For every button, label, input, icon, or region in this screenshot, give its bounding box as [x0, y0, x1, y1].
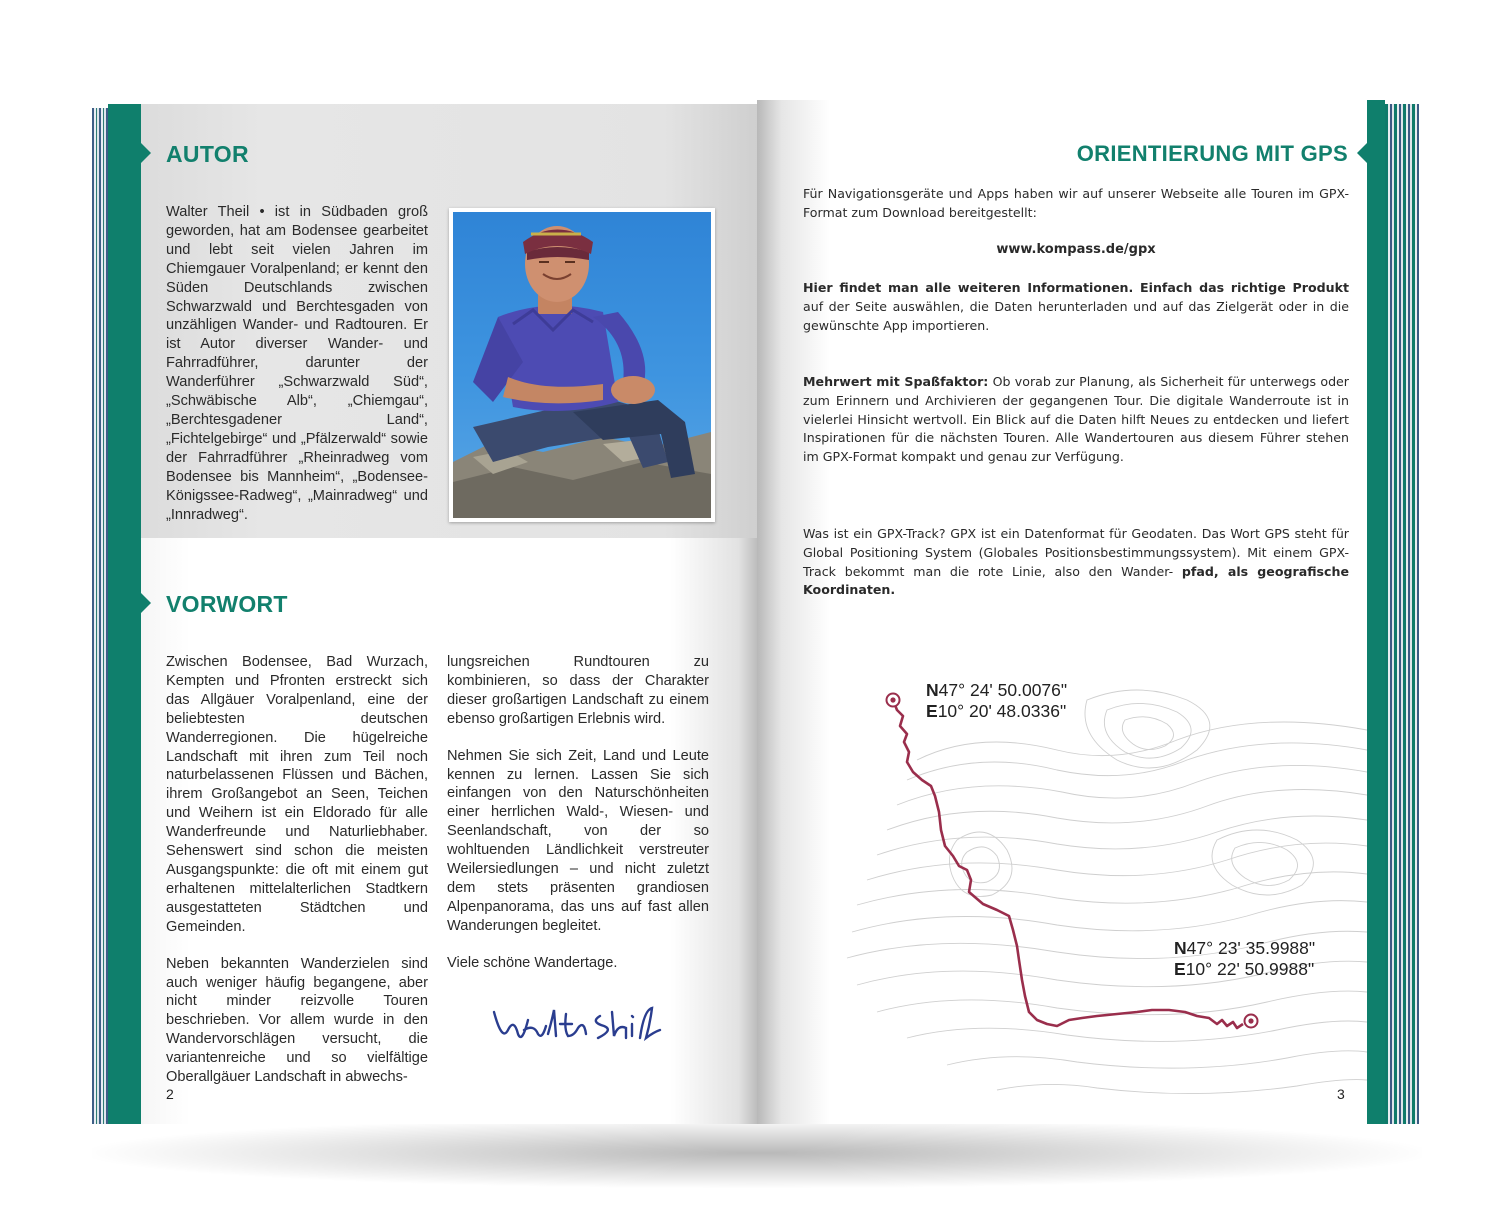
foreword-paragraph: Zwischen Bodensee, Bad Wurzach, Kempten und Pfronten erstreckt sich das Allgäuer Voralpenland, eine der beliebtesten deutschen Wanderregionen. Die hügelreiche Landschaft mit ihren zum Teil noch naturbelassenen Flüssen und Bächen, ihrem Großangebot an Seen, Teichen und Weihern ist ein Eldorado für alle Wanderfreunde und Naturliebhaber. Sehenswert sind schon die meisten Ausgangspunkte: die oft mit einem gut erhaltenen mittelalterlichen Stadtkern ausgestatteten Städtchen und Gemeinden. — [166, 654, 428, 935]
foreword-paragraph: lungsreichen Rundtouren zu kombinieren, so dass der Charakter dieser großartigen Landschaft zu einem ebenso großartigen Erlebnis wird. — [447, 654, 709, 727]
paragraph-spacer — [166, 937, 428, 955]
contour-lines — [847, 690, 1367, 1094]
gps-track-rest: Was ist ein GPX-Track? GPX ist ein Datenformat für Geodaten. Das Wort GPS steht für Global Positioning System (Globales Positionsbestimmungssystem). Mit einem GPX-Track bekommt man die rote Linie, also den Wander- — [803, 526, 1349, 579]
gps-value-rest: Ob vorab zur Planung, als Sicherheit für unterwegs oder zum Erinnern und Archivieren der gegangenen Tour. Die digitale Wanderroute ist in vielerlei Hinsicht wertvoll. Ein Blick auf die Daten hilft Neues zu entdecken und liefert Inspirationen für die nächsten Touren. Alle Wandertouren aus diesem Führer stehen im GPX-Format kompakt und genau zur Verfügung. — [803, 374, 1349, 465]
foreword-paragraph: Neben bekannten Wanderzielen sind auch weniger häufig begangene, aber nicht minder reizvolle Touren beschrieben. Vor allem wurde in den Wandervorschlägen versucht, die variantenreiche und so vielfältige Oberallgäuer Landschaft in abwechs- — [166, 955, 428, 1086]
gps-paragraph-track — [803, 525, 1349, 600]
foreword-column-1 — [166, 653, 428, 1087]
start-e-value: 10° 20' 48.0336" — [937, 701, 1067, 721]
gps-info-rest: auf der Seite auswählen, die Daten herunterladen und auf das Zielgerät oder in die gewünschte App importieren. — [803, 298, 1349, 333]
foreword-column-2 — [447, 653, 709, 973]
teal-margin-right — [1367, 100, 1385, 1124]
end-coordinate-e — [1174, 959, 1315, 980]
gps-heading-marker — [1357, 143, 1367, 163]
teal-margin-left — [108, 104, 141, 1124]
end-coordinates — [1174, 938, 1315, 980]
end-coordinate-n — [1174, 938, 1315, 959]
end-n-value: 47° 23' 35.9988" — [1186, 938, 1316, 958]
author-signature — [488, 990, 668, 1050]
end-n-label: N — [1174, 938, 1187, 958]
page-edges-left — [92, 108, 108, 1124]
paragraph-spacer — [447, 729, 709, 747]
page-number-left: 2 — [166, 1086, 174, 1102]
author-heading-marker — [141, 143, 151, 163]
foreword-closing: Viele schöne Wandertage. — [447, 954, 618, 971]
gps-paragraph-info — [803, 279, 1349, 335]
end-e-value: 10° 22' 50.9988" — [1185, 959, 1315, 979]
book-shadow — [92, 1118, 1422, 1188]
start-n-value: 47° 24' 50.0076" — [938, 680, 1068, 700]
gps-download-url: www.kompass.de/gpx — [996, 242, 1156, 257]
start-e-label: E — [926, 701, 938, 721]
end-e-label: E — [1174, 959, 1186, 979]
start-n-label: N — [926, 680, 939, 700]
paragraph-spacer — [447, 936, 709, 954]
gps-heading: ORIENTIERUNG MIT GPS — [1076, 141, 1348, 166]
gps-intro: Für Navigationsgeräte und Apps haben wir auf unserer Webseite alle Touren im GPX-Format zum Download bereitgestellt: — [803, 186, 1349, 220]
start-point-icon — [887, 694, 900, 707]
page-number-right: 3 — [1337, 1086, 1345, 1102]
foreword-heading: VORWORT — [166, 591, 288, 617]
start-coordinate-n — [926, 680, 1067, 701]
gps-track-bold: pfad, als geografische Koordinaten. — [803, 563, 1349, 598]
start-coordinate-e — [926, 701, 1067, 722]
start-coordinates — [926, 680, 1067, 722]
gps-info-bold: Hier findet man alle weiteren Informationen. Einfach das richtige Produkt — [803, 280, 1349, 295]
author-bio: Walter Theil • ist in Südbaden groß geworden, hat am Bodensee gearbeitet und lebt seit vielen Jahren im Chiemgauer Voralpenland; er kennt den Süden Deutschlands zwischen Schwarzwald und Berchtesgaden von unzähligen Wander- und Radtouren. Er ist Autor diverser Wander- und Fahrradführer, darunter der Wanderführer „Schwarzwald Süd“, „Schwäbische Alb“, „Chiemgau“, „Berchtesgadener Land“, „Fichtelgebirge“ und „Pfälzerwald“ sowie der Fahrradführer „Rheinradweg vom Bodensee bis Mannheim“, „Bodensee-Königssee-Radweg“, „Mainradweg“ und „Innradweg“. — [166, 204, 428, 523]
foreword-heading-marker — [141, 593, 151, 613]
gps-value-bold: Mehrwert mit Spaßfaktor: — [803, 374, 989, 389]
foreword-paragraph: Nehmen Sie sich Zeit, Land und Leute kennen zu lernen. Lassen Sie sich einfangen von den Naturschönheiten einer herrlichen Wald-, Wiesen- und Seenlandschaft, von der so wohltuenden Ländlichkeit verstreuter Weilersiedlungen – und nicht zuletzt dem stets präsenten grandiosen Alpenpanorama, das uns auf fast allen Wanderungen begleitet. — [447, 747, 709, 934]
page-edges-right — [1385, 104, 1419, 1124]
end-point-icon — [1245, 1015, 1258, 1028]
author-photo — [449, 208, 715, 522]
author-heading: AUTOR — [166, 141, 249, 167]
author-photo-illustration — [453, 212, 711, 518]
gps-paragraph-value — [803, 373, 1349, 467]
